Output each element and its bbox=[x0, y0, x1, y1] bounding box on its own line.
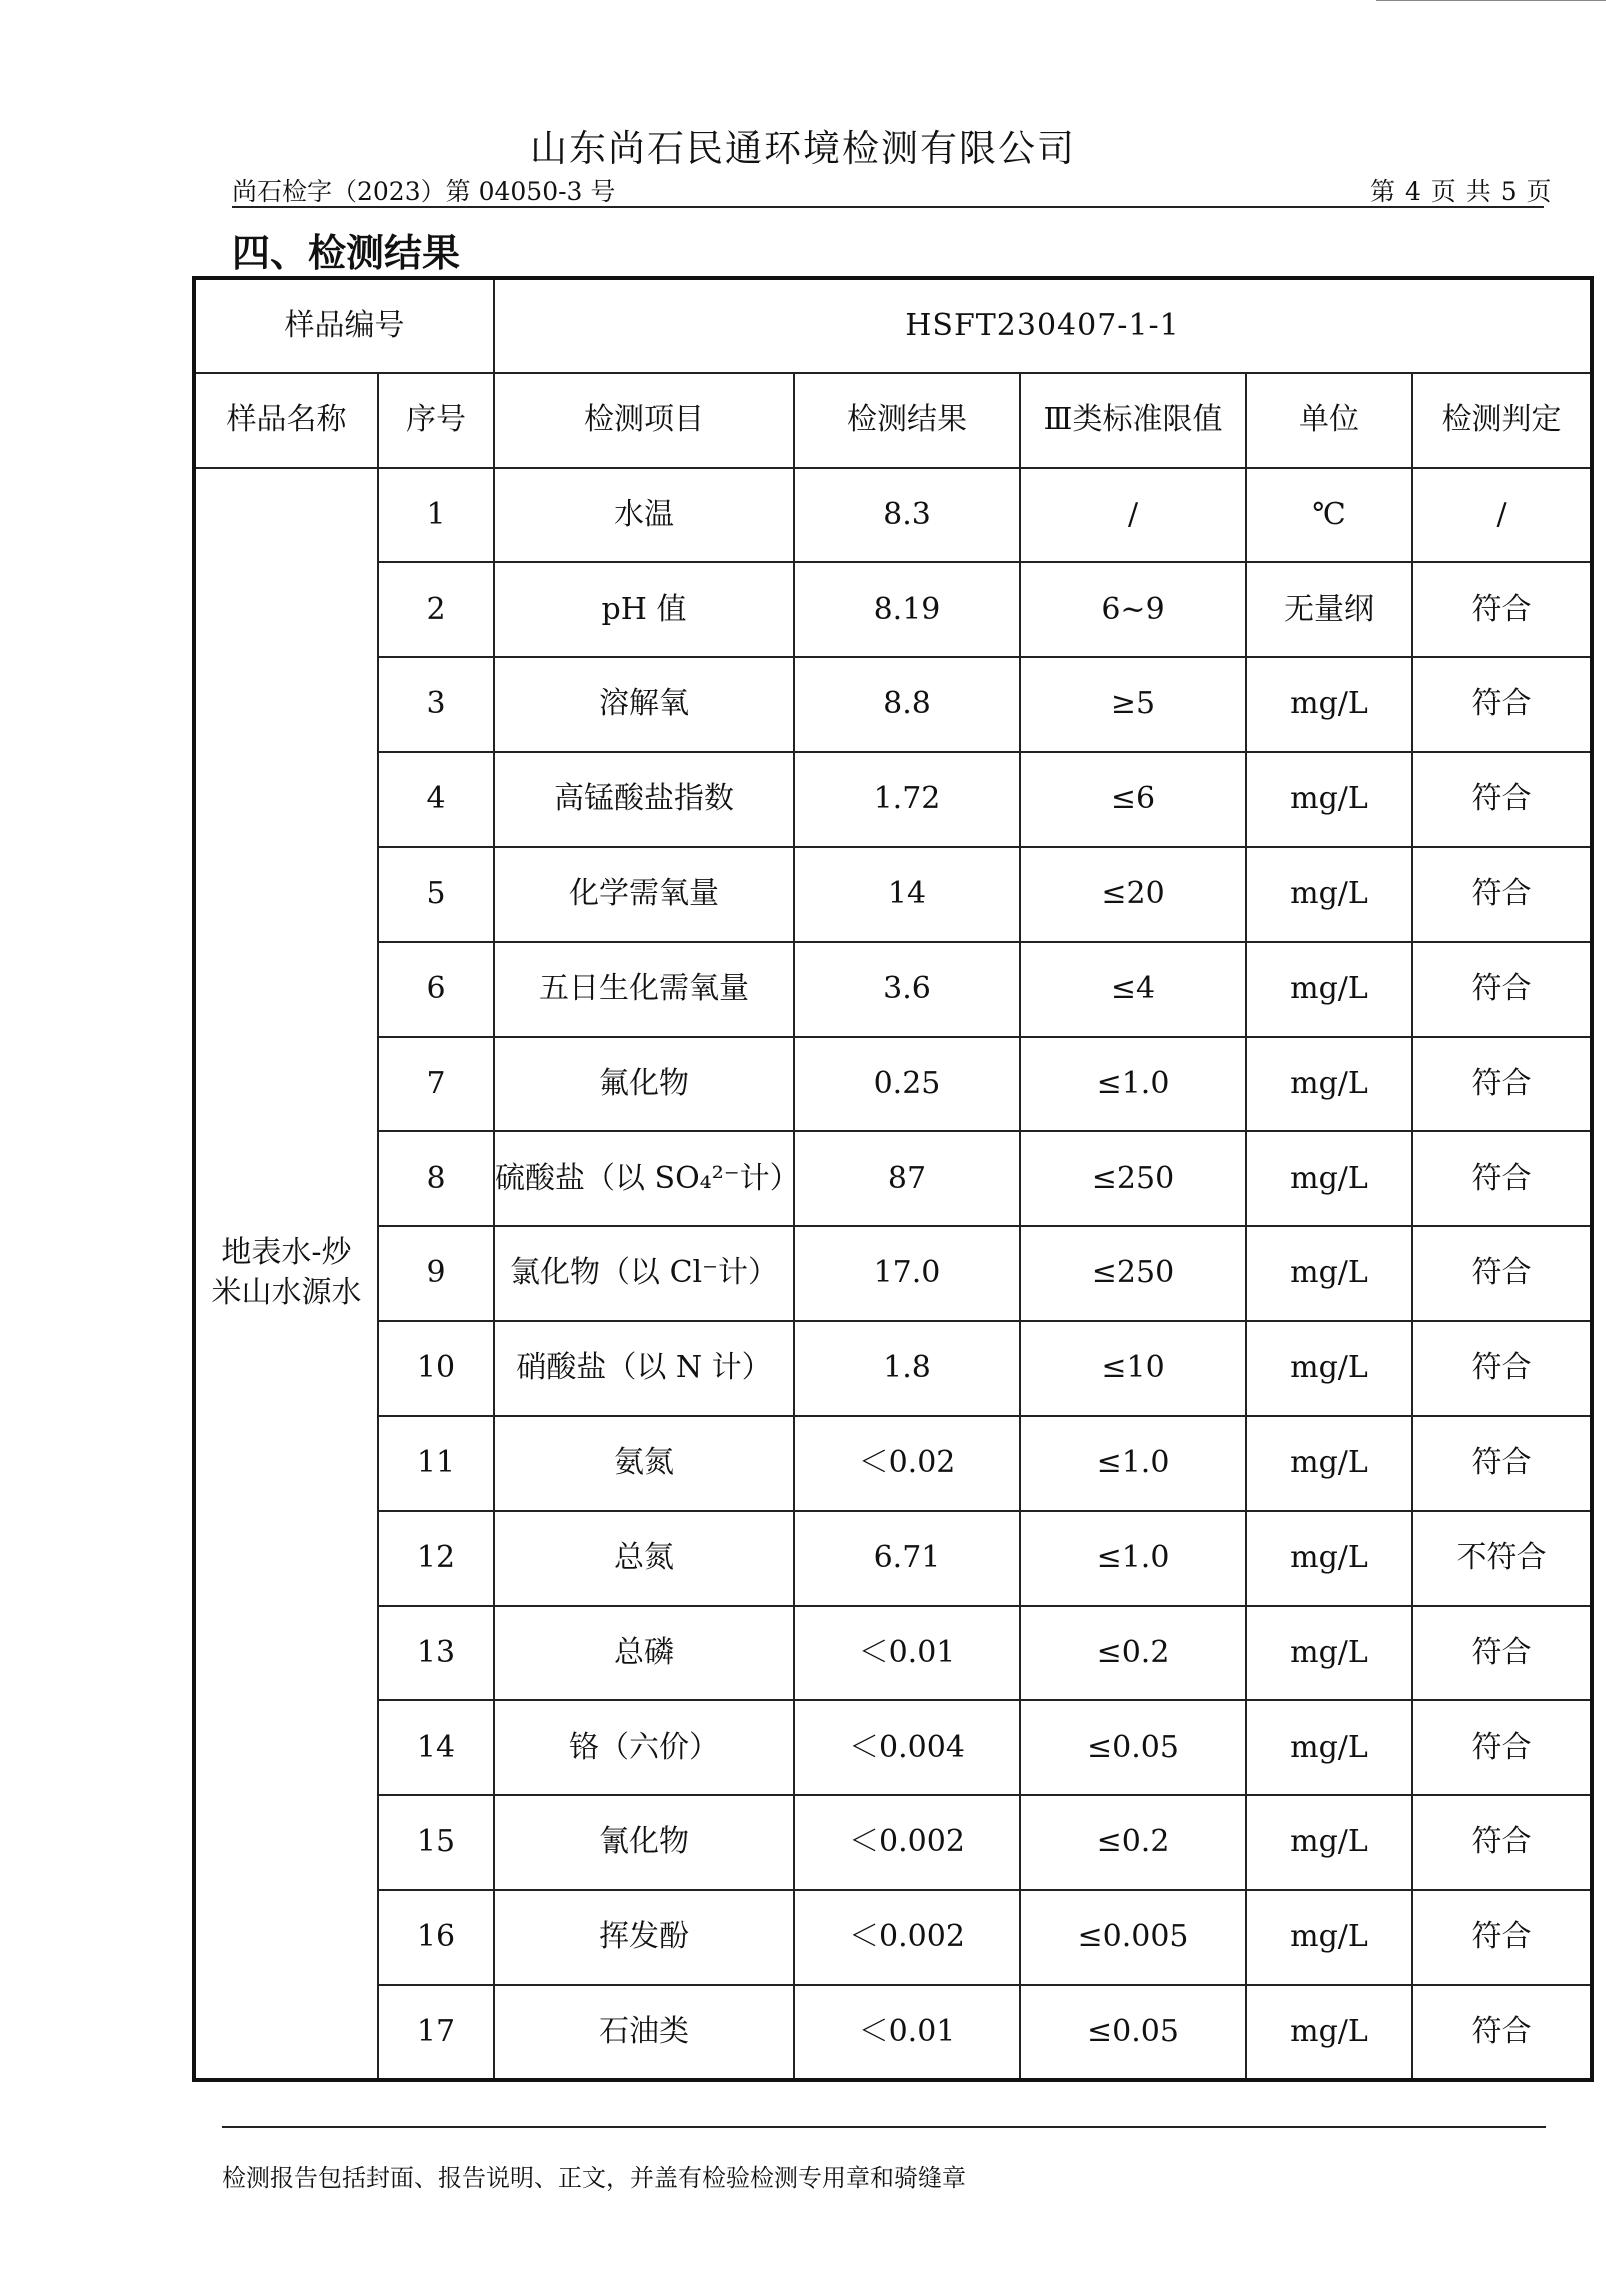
limit-cell: ≤0.2 bbox=[1020, 1795, 1246, 1890]
table-row bbox=[194, 1985, 1592, 2080]
col-item: 检测项目 bbox=[494, 373, 794, 468]
item-cell: pH 值 bbox=[494, 562, 794, 657]
col-limit: Ⅲ类标准限值 bbox=[1020, 373, 1246, 468]
judge-cell: 符合 bbox=[1412, 562, 1592, 657]
judge-cell: 符合 bbox=[1412, 1700, 1592, 1795]
item-cell: 氨氮 bbox=[494, 1416, 794, 1511]
item-cell: 氯化物（以 Cl⁻计） bbox=[494, 1226, 794, 1321]
col-judge: 检测判定 bbox=[1412, 373, 1592, 468]
table-row bbox=[194, 1700, 1592, 1795]
table-row bbox=[194, 1890, 1592, 1985]
result-cell: ＜0.02 bbox=[794, 1416, 1020, 1511]
results-table-body bbox=[194, 278, 1592, 2080]
unit-cell: mg/L bbox=[1246, 1700, 1412, 1795]
seq-cell: 13 bbox=[378, 1606, 494, 1701]
limit-cell: 6~9 bbox=[1020, 562, 1246, 657]
seq-cell: 1 bbox=[378, 468, 494, 563]
judge-cell: 符合 bbox=[1412, 1037, 1592, 1132]
unit-cell: mg/L bbox=[1246, 847, 1412, 942]
seq-cell: 2 bbox=[378, 562, 494, 657]
judge-cell: 符合 bbox=[1412, 1795, 1592, 1890]
item-cell: 挥发酚 bbox=[494, 1890, 794, 1985]
result-cell: 14 bbox=[794, 847, 1020, 942]
table-row bbox=[194, 1511, 1592, 1606]
sample-no-value: HSFT230407-1-1 bbox=[494, 278, 1592, 373]
unit-cell: 无量纲 bbox=[1246, 562, 1412, 657]
result-cell: ＜0.004 bbox=[794, 1700, 1020, 1795]
result-cell: 6.71 bbox=[794, 1511, 1020, 1606]
item-cell: 氰化物 bbox=[494, 1795, 794, 1890]
table-row bbox=[194, 1416, 1592, 1511]
limit-cell: / bbox=[1020, 468, 1246, 563]
seq-cell: 11 bbox=[378, 1416, 494, 1511]
unit-cell: mg/L bbox=[1246, 1985, 1412, 2080]
result-cell: 8.8 bbox=[794, 657, 1020, 752]
sample-no-row bbox=[194, 278, 1592, 373]
limit-cell: ≤1.0 bbox=[1020, 1511, 1246, 1606]
item-cell: 铬（六价） bbox=[494, 1700, 794, 1795]
seq-cell: 17 bbox=[378, 1985, 494, 2080]
item-cell: 硝酸盐（以 N 计） bbox=[494, 1321, 794, 1416]
judge-cell: 符合 bbox=[1412, 1321, 1592, 1416]
result-cell: 1.8 bbox=[794, 1321, 1020, 1416]
table-row bbox=[194, 657, 1592, 752]
company-name: 山东尚石民通环境检测有限公司 bbox=[530, 127, 1076, 170]
limit-cell: ≤0.2 bbox=[1020, 1606, 1246, 1701]
table-row bbox=[194, 847, 1592, 942]
limit-cell: ≤1.0 bbox=[1020, 1416, 1246, 1511]
unit-cell: ℃ bbox=[1246, 468, 1412, 563]
item-cell: 高锰酸盐指数 bbox=[494, 752, 794, 847]
result-cell: 87 bbox=[794, 1131, 1020, 1226]
footnote: 检测报告包括封面、报告说明、正文，并盖有检验检测专用章和骑缝章 bbox=[222, 2164, 966, 2192]
judge-cell: 符合 bbox=[1412, 847, 1592, 942]
judge-cell: 符合 bbox=[1412, 1890, 1592, 1985]
seq-cell: 12 bbox=[378, 1511, 494, 1606]
limit-cell: ≤4 bbox=[1020, 942, 1246, 1037]
table-row bbox=[194, 1795, 1592, 1890]
judge-cell: 符合 bbox=[1412, 1131, 1592, 1226]
unit-cell: mg/L bbox=[1246, 752, 1412, 847]
seq-cell: 3 bbox=[378, 657, 494, 752]
limit-cell: ≥5 bbox=[1020, 657, 1246, 752]
sample-no-label: 样品编号 bbox=[194, 278, 494, 373]
judge-cell: 不符合 bbox=[1412, 1511, 1592, 1606]
table-row bbox=[194, 1606, 1592, 1701]
seq-cell: 15 bbox=[378, 1795, 494, 1890]
item-cell: 氟化物 bbox=[494, 1037, 794, 1132]
unit-cell: mg/L bbox=[1246, 1795, 1412, 1890]
limit-cell: ≤6 bbox=[1020, 752, 1246, 847]
table-row bbox=[194, 1226, 1592, 1321]
unit-cell: mg/L bbox=[1246, 1131, 1412, 1226]
col-result: 检测结果 bbox=[794, 373, 1020, 468]
seq-cell: 10 bbox=[378, 1321, 494, 1416]
seq-cell: 4 bbox=[378, 752, 494, 847]
column-header-row bbox=[194, 373, 1592, 468]
sample-name-cell: 地表水-炒米山水源水 bbox=[194, 468, 378, 2080]
unit-cell: mg/L bbox=[1246, 942, 1412, 1037]
judge-cell: 符合 bbox=[1412, 1226, 1592, 1321]
report-number: 尚石检字（2023）第 04050-3 号 bbox=[232, 177, 616, 206]
limit-cell: ≤250 bbox=[1020, 1131, 1246, 1226]
results-table bbox=[192, 276, 1594, 2082]
col-unit: 单位 bbox=[1246, 373, 1412, 468]
result-cell: ＜0.01 bbox=[794, 1985, 1020, 2080]
item-cell: 水温 bbox=[494, 468, 794, 563]
seq-cell: 8 bbox=[378, 1131, 494, 1226]
footer-divider bbox=[222, 2126, 1546, 2128]
result-cell: 17.0 bbox=[794, 1226, 1020, 1321]
unit-cell: mg/L bbox=[1246, 1890, 1412, 1985]
result-cell: 1.72 bbox=[794, 752, 1020, 847]
item-cell: 石油类 bbox=[494, 1985, 794, 2080]
limit-cell: ≤1.0 bbox=[1020, 1037, 1246, 1132]
seq-cell: 7 bbox=[378, 1037, 494, 1132]
table-row bbox=[194, 1131, 1592, 1226]
judge-cell: 符合 bbox=[1412, 942, 1592, 1037]
section-title: 四、检测结果 bbox=[232, 231, 461, 275]
limit-cell: ≤10 bbox=[1020, 1321, 1246, 1416]
page-indicator: 第 4 页 共 5 页 bbox=[1370, 177, 1553, 206]
limit-cell: ≤0.05 bbox=[1020, 1700, 1246, 1795]
item-cell: 化学需氧量 bbox=[494, 847, 794, 942]
limit-cell: ≤250 bbox=[1020, 1226, 1246, 1321]
seq-cell: 14 bbox=[378, 1700, 494, 1795]
unit-cell: mg/L bbox=[1246, 1511, 1412, 1606]
limit-cell: ≤0.05 bbox=[1020, 1985, 1246, 2080]
judge-cell: 符合 bbox=[1412, 752, 1592, 847]
col-seq: 序号 bbox=[378, 373, 494, 468]
result-cell: ＜0.002 bbox=[794, 1890, 1020, 1985]
unit-cell: mg/L bbox=[1246, 657, 1412, 752]
item-cell: 硫酸盐（以 SO₄²⁻计） bbox=[494, 1131, 794, 1226]
unit-cell: mg/L bbox=[1246, 1416, 1412, 1511]
seq-cell: 16 bbox=[378, 1890, 494, 1985]
col-sample-name: 样品名称 bbox=[194, 373, 378, 468]
unit-cell: mg/L bbox=[1246, 1226, 1412, 1321]
judge-cell: 符合 bbox=[1412, 1606, 1592, 1701]
limit-cell: ≤20 bbox=[1020, 847, 1246, 942]
top-edge-line bbox=[1376, 0, 1606, 1]
seq-cell: 5 bbox=[378, 847, 494, 942]
header-divider bbox=[232, 206, 1544, 208]
item-cell: 总磷 bbox=[494, 1606, 794, 1701]
item-cell: 总氮 bbox=[494, 1511, 794, 1606]
table-row bbox=[194, 1037, 1592, 1132]
result-cell: ＜0.002 bbox=[794, 1795, 1020, 1890]
table-row bbox=[194, 468, 1592, 563]
item-cell: 溶解氧 bbox=[494, 657, 794, 752]
result-cell: ＜0.01 bbox=[794, 1606, 1020, 1701]
table-row bbox=[194, 1321, 1592, 1416]
table-row bbox=[194, 562, 1592, 657]
table-row bbox=[194, 942, 1592, 1037]
unit-cell: mg/L bbox=[1246, 1321, 1412, 1416]
unit-cell: mg/L bbox=[1246, 1037, 1412, 1132]
seq-cell: 9 bbox=[378, 1226, 494, 1321]
judge-cell: 符合 bbox=[1412, 1416, 1592, 1511]
table-row bbox=[194, 752, 1592, 847]
result-cell: 3.6 bbox=[794, 942, 1020, 1037]
seq-cell: 6 bbox=[378, 942, 494, 1037]
result-cell: 0.25 bbox=[794, 1037, 1020, 1132]
item-cell: 五日生化需氧量 bbox=[494, 942, 794, 1037]
limit-cell: ≤0.005 bbox=[1020, 1890, 1246, 1985]
unit-cell: mg/L bbox=[1246, 1606, 1412, 1701]
judge-cell: 符合 bbox=[1412, 1985, 1592, 2080]
result-cell: 8.19 bbox=[794, 562, 1020, 657]
judge-cell: / bbox=[1412, 468, 1592, 563]
result-cell: 8.3 bbox=[794, 468, 1020, 563]
judge-cell: 符合 bbox=[1412, 657, 1592, 752]
